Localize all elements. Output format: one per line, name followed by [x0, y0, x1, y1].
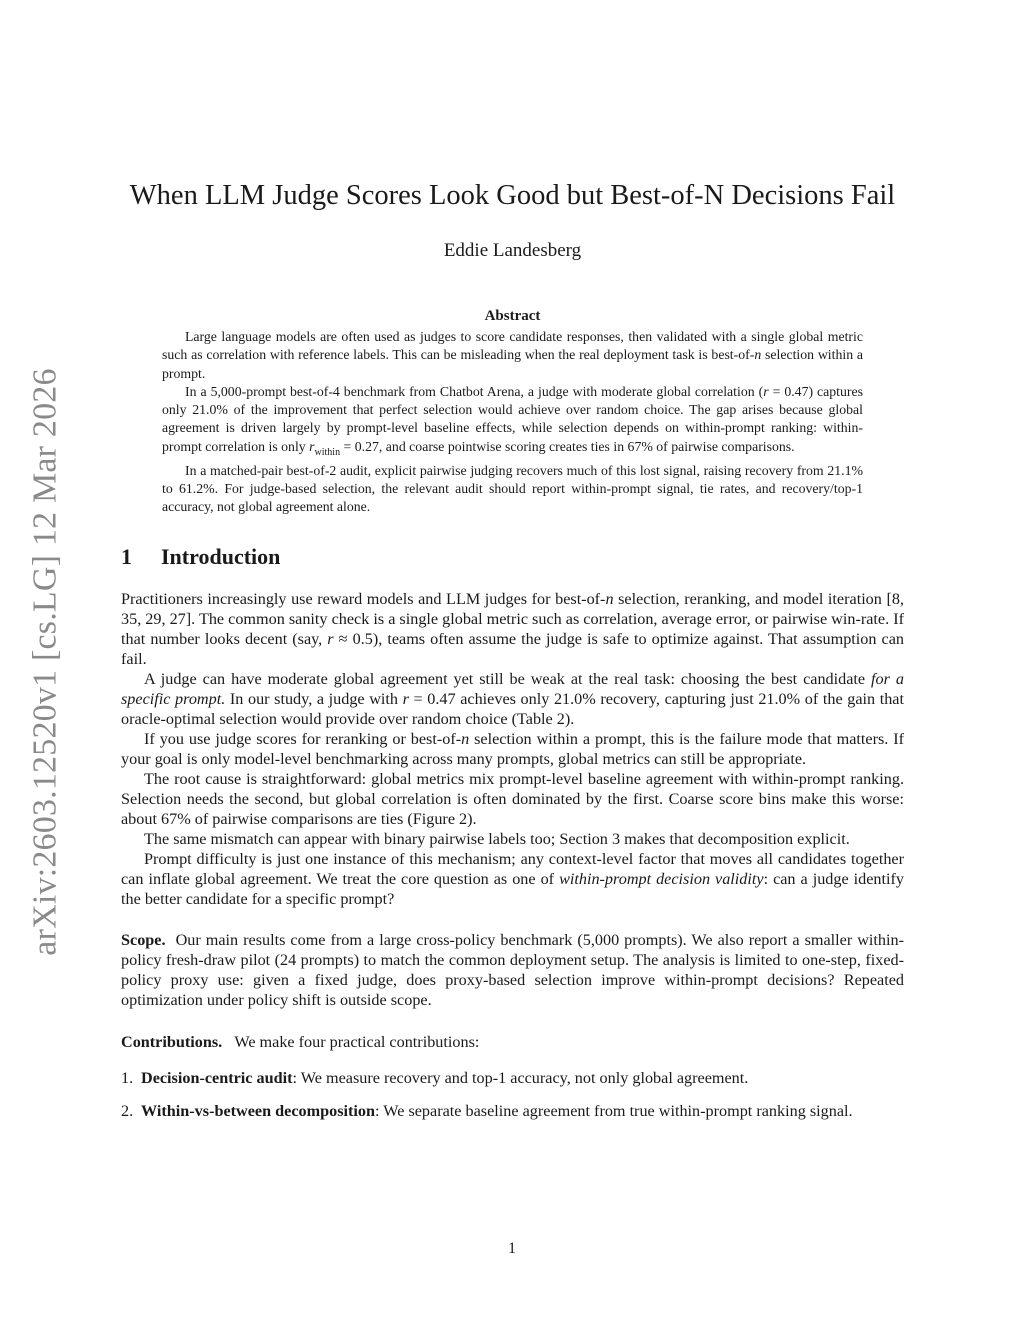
- paper-title: When LLM Judge Scores Look Good but Best-of-N Decisions Fail: [129, 180, 896, 211]
- arxiv-id-text: arXiv:2603.12520v1 [cs.LG] 12 Mar 2026: [27, 368, 64, 956]
- body-paragraph: If you use judge scores for reranking or best-of-n selection within a prompt, this is the failure mode that matters. If your goal is only model-level benchmarking across many prompts, global metrics can still be appropriate.: [121, 729, 904, 768]
- section-heading-introduction: 1 Introduction: [121, 543, 281, 569]
- body-paragraph: Prompt difficulty is just one instance of this mechanism; any context-level factor that moves all candidates together can inflate global agreement. We treat the core question as one of within-prompt decision validity: can a judge identify the better candidate for a specific prompt?: [121, 849, 904, 908]
- contributions-paragraph: Contributions. We make four practical contributions:: [121, 1032, 480, 1051]
- author-name: Eddie Landesberg: [443, 240, 582, 261]
- introduction-body: [121, 589, 904, 1121]
- contributions-list: [121, 1068, 904, 1121]
- abstract-paragraph: In a 5,000-prompt best-of-4 benchmark from Chatbot Arena, a judge with moderate global correlation (r = 0.47) captures only 21.0% of the improvement that perfect selection would achieve over random choice. The gap arises because global agreement is driven largely by prompt-level baseline effects, while selection depends on within-prompt ranking: within-prompt correlation is only $r_{within} = 0.27$, and coarse pointwise scoring creates ties in 67% of pairwise comparisons.: [162, 383, 864, 458]
- contributions-label: Contributions.: [121, 1032, 223, 1051]
- body-paragraph: The same mismatch can appear with binary pairwise labels too; Section 3 makes that decomposition explicit.: [144, 829, 850, 848]
- body-paragraph: The root cause is straightforward: global metrics mix prompt-level baseline agreement with within-prompt ranking. Selection needs the second, but global correlation is often dominated by the first. Coarse score bins make this worse: about 67% of pairwise comparisons are ties (Figure 2).: [121, 769, 904, 828]
- scope-paragraph: Scope. Our main results come from a large cross-policy benchmark (5,000 prompts). We also report a smaller within-policy fresh-draw pilot (24 prompts) to match the common deployment setup. The analysis is limited to one-step, fixed-policy proxy use: given a fixed judge, does proxy-based selection improve within-prompt decisions? Repeated optimization under policy shift is outside scope.: [121, 930, 904, 1009]
- list-item: 1. Decision-centric audit: We measure recovery and top-1 accuracy, not only global agreement.: [121, 1068, 749, 1087]
- page-number: 1: [508, 1240, 516, 1257]
- paper-page: [121, 176, 904, 1134]
- abstract-paragraph: In a matched-pair best-of-2 audit, explicit pairwise judging recovers much of this lost signal, raising recovery from 21.1% to 61.2%. For judge-based selection, the relevant audit should report within-prompt signal, tie rates, and recovery/top-1 accuracy, not global agreement alone.: [162, 462, 863, 515]
- abstract-body: [162, 328, 863, 517]
- scope-label: Scope.: [121, 930, 166, 949]
- body-paragraph: Practitioners increasingly use reward models and LLM judges for best-of-n selection, reranking, and model iteration [8, 35, 29, 27]. The common sanity check is a single global metric such as correlation, average error, or pairwise win-rate. If that number looks decent (say, r ≈ 0.5), teams often assume the judge is safe to optimize against. That assumption can fail.: [121, 589, 904, 668]
- body-paragraph: A judge can have moderate global agreement yet still be weak at the real task: choosing the best candidate for a specific prompt. In our study, a judge with r = 0.47 achieves only 21.0% recovery, capturing just 21.0% of the gain that oracle-optimal selection would provide over random choice (Table 2).: [121, 669, 904, 728]
- list-item: 2. Within-vs-between decomposition: We separate baseline agreement from true within-prompt ranking signal.: [121, 1101, 853, 1120]
- arxiv-identifier-stamp: [28, 367, 64, 957]
- abstract-paragraph: Large language models are often used as judges to score candidate responses, then validated with a single global metric such as correlation with reference labels. This can be misleading when the real deployment task is best-of-n selection within a prompt.: [162, 329, 863, 381]
- abstract-heading: Abstract: [484, 308, 541, 324]
